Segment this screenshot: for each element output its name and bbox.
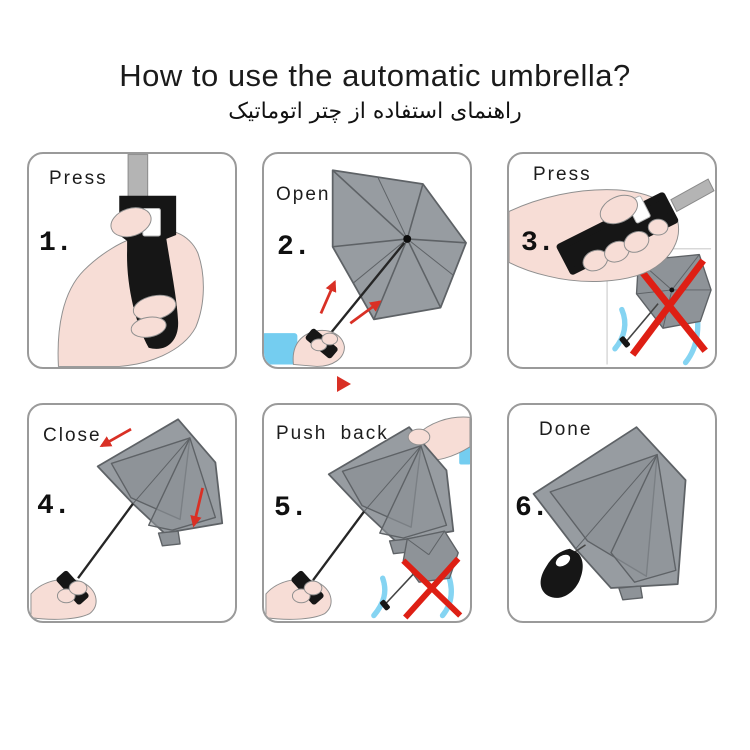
page-title: How to use the automatic umbrella? bbox=[119, 58, 631, 93]
fingertips bbox=[408, 429, 430, 445]
open-umbrella-canopy bbox=[333, 170, 466, 319]
blue-sleeve bbox=[264, 333, 297, 364]
step-panel-1 bbox=[27, 152, 237, 369]
step-number: 2. bbox=[277, 232, 311, 263]
hand-holding-handle bbox=[264, 328, 344, 367]
step-label: Close bbox=[43, 425, 102, 446]
umbrella-shaft bbox=[78, 504, 133, 579]
step-label: Done bbox=[539, 419, 593, 440]
next-row-arrow-icon bbox=[337, 376, 351, 392]
umbrella-shaft bbox=[313, 512, 364, 581]
step-panel-3 bbox=[507, 152, 717, 369]
step-label: Open bbox=[276, 184, 331, 205]
step-panel-4 bbox=[27, 403, 237, 623]
umbrella-shaft bbox=[671, 179, 714, 211]
curved-handle bbox=[541, 549, 583, 598]
step-panel-2 bbox=[262, 152, 472, 369]
hand-holding-handle bbox=[31, 570, 96, 620]
step-number: 4. bbox=[37, 491, 71, 522]
folded-umbrella bbox=[534, 427, 686, 600]
step-panel-5 bbox=[262, 403, 472, 623]
step-label: Press bbox=[49, 168, 108, 189]
hand-holding-handle bbox=[266, 570, 331, 620]
step-label: Press bbox=[533, 164, 592, 185]
page-subtitle-farsi: راهنمای استفاده از چتر اتوماتیک bbox=[228, 99, 522, 124]
step-panel-6 bbox=[507, 403, 717, 623]
hand-pressing-button bbox=[58, 196, 203, 367]
step-label: Push back bbox=[276, 423, 389, 444]
crossed-out-closed-umbrella bbox=[374, 531, 460, 617]
step-number: 6. bbox=[515, 493, 549, 524]
step-number: 1. bbox=[39, 228, 73, 259]
step-number: 3. bbox=[521, 228, 555, 259]
step-number: 5. bbox=[274, 493, 308, 524]
